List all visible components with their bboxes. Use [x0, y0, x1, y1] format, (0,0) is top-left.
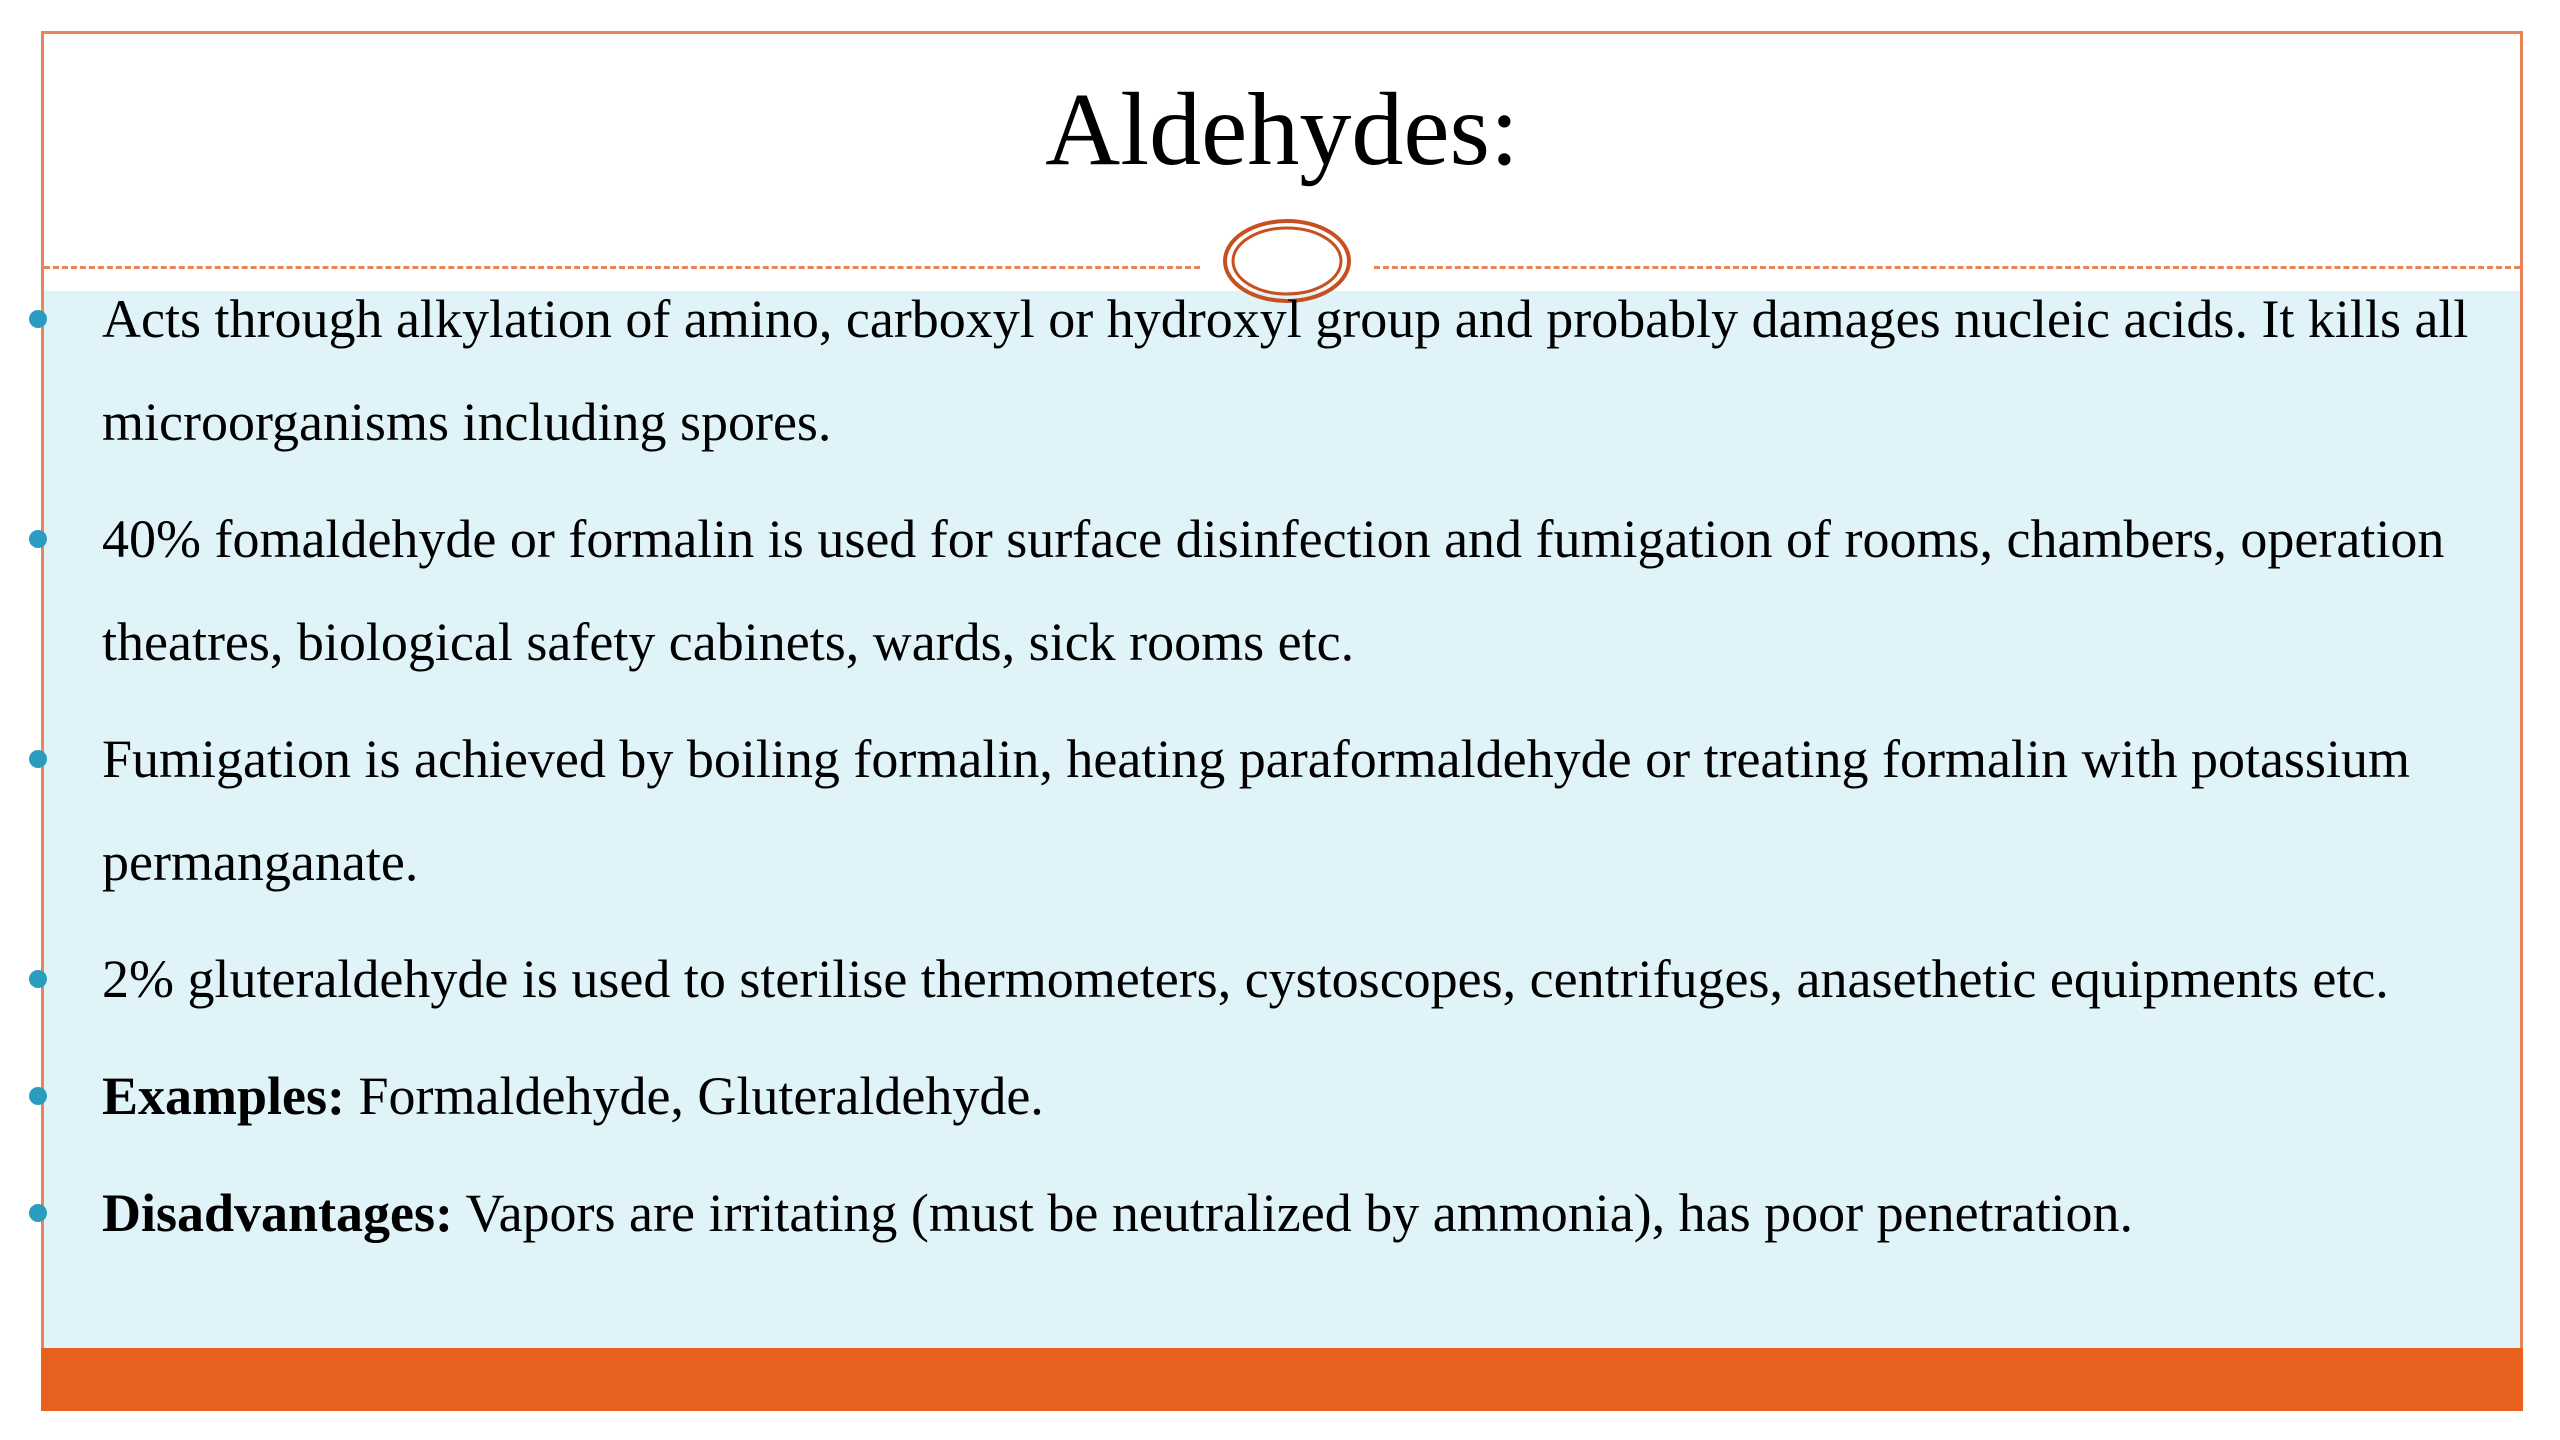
bullet-label: Disadvantages:: [102, 1183, 454, 1243]
bullet-item: [0, 488, 2560, 694]
bullet-dot-icon: [29, 530, 47, 548]
bullet-dot-icon: [29, 970, 47, 988]
bullet-item-examples: [0, 1045, 2560, 1148]
bullet-text: 40% fomaldehyde or formalin is used for surface disinfection and fumigation of rooms, chambers, operation theatres, biological safety cabinets, wards, sick rooms etc.: [102, 509, 2445, 672]
accent-bar: [41, 1348, 2523, 1411]
bullet-dot-icon: [29, 1087, 47, 1105]
bullet-list: [0, 268, 2560, 1279]
bullet-text: 2% gluteraldehyde is used to sterilise thermometers, cystoscopes, centrifuges, anasethetic equipments etc.: [102, 949, 2389, 1009]
slide-title: Aldehydes:: [1045, 72, 1519, 187]
bullet-text: Acts through alkylation of amino, carboxyl or hydroxyl group and probably damages nucleic acids. It kills all microorganisms including spores.: [102, 289, 2469, 452]
bullet-dot-icon: [29, 1204, 47, 1222]
bullet-dot-icon: [29, 750, 47, 768]
bullet-text: Fumigation is achieved by boiling formalin, heating paraformaldehyde or treating formalin with potassium permanganate.: [102, 729, 2410, 892]
bullet-text: Vapors are irritating (must be neutralized by ammonia), has poor penetration.: [453, 1183, 2134, 1243]
bullet-label: Examples:: [102, 1066, 345, 1126]
bullet-text: Formaldehyde, Gluteraldehyde.: [345, 1066, 1044, 1126]
bullet-item-disadvantages: [0, 1162, 2560, 1265]
bullet-item: [0, 708, 2560, 914]
bullet-item: [0, 928, 2560, 1031]
bullet-dot-icon: [29, 310, 47, 328]
bullet-item: [0, 268, 2560, 474]
